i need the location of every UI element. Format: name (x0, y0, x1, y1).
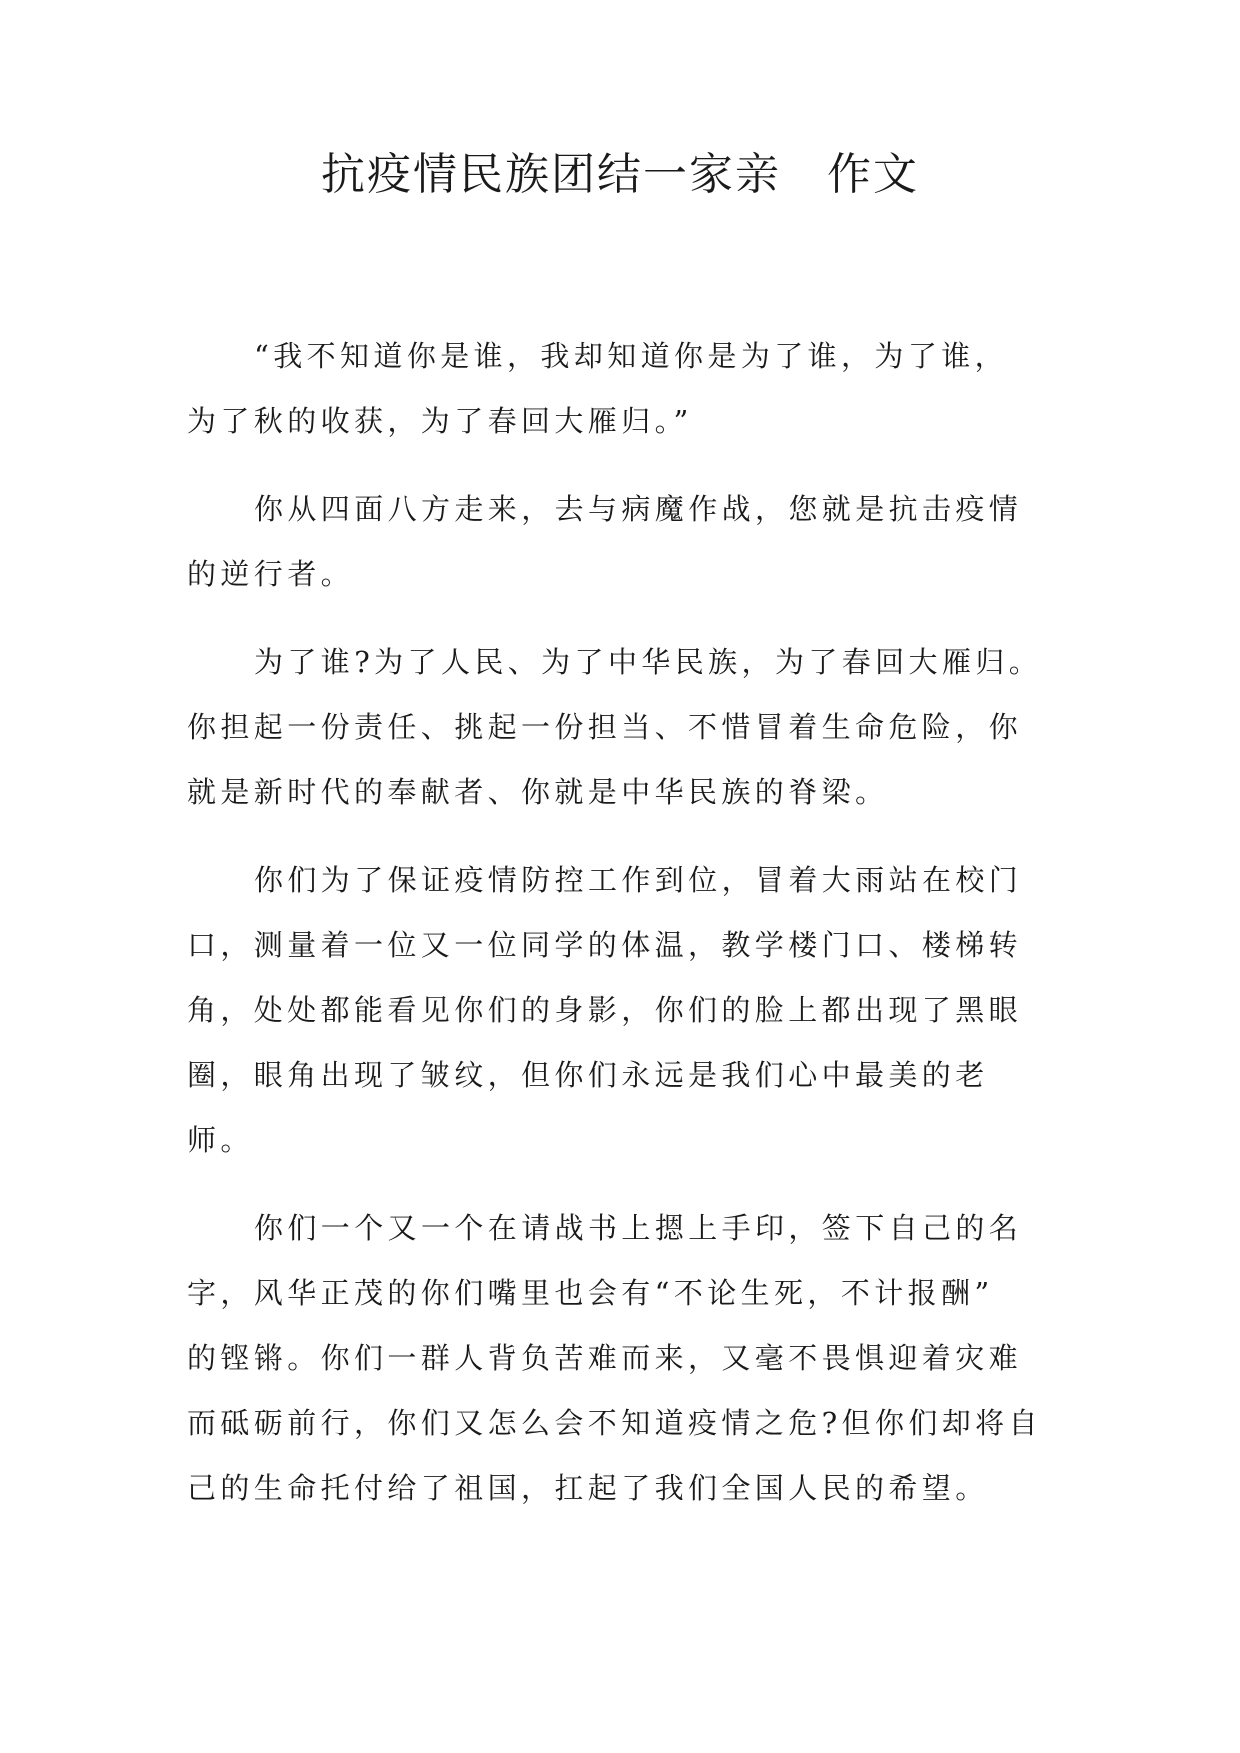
essay-line: “我不知道你是谁，我却知道你是为了谁，为了谁， (254, 339, 1009, 373)
paragraph (187, 324, 1023, 454)
essay-line: 角，处处都能看见你们的身影，你们的脸上都出现了黑眼 (187, 993, 1023, 1027)
paragraph (187, 1196, 1042, 1521)
essay-line: 你们为了保证疫情防控工作到位，冒着大雨站在校门 (254, 863, 1023, 897)
essay-line: 你从四面八方走来，去与病魔作战，您就是抗击疫情 (254, 492, 1023, 526)
paragraph (187, 477, 1023, 607)
essay-line: 就是新时代的奉献者、你就是中华民族的脊梁。 (187, 775, 889, 809)
essay-line: 你们一个又一个在请战书上摁上手印，签下自己的名 (254, 1211, 1023, 1245)
essay-line: 口，测量着一位又一位同学的体温，教学楼门口、楼梯转 (187, 928, 1023, 962)
essay-line: 的铿锵。你们一群人背负苦难而来，又毫不畏惧迎着灾难 (187, 1341, 1023, 1375)
essay-line: 为了秋的收获，为了春回大雁归。” (187, 404, 693, 438)
essay-line: 而砥砺前行，你们又怎么会不知道疫情之危?但你们却将自 (187, 1406, 1042, 1440)
essay-line: 己的生命托付给了祖国，扛起了我们全国人民的希望。 (187, 1471, 989, 1505)
paragraph (187, 630, 1043, 825)
essay-line: 圈，眼角出现了皱纹，但你们永远是我们心中最美的老 (187, 1058, 989, 1092)
essay-body (187, 324, 1043, 1521)
essay-line: 师。 (187, 1123, 254, 1157)
essay-line: 你担起一份责任、挑起一份担当、不惜冒着生命危险，你 (187, 710, 1023, 744)
paragraph (187, 848, 1023, 1173)
essay-line: 字，风华正茂的你们嘴里也会有“不论生死，不计报酬” (187, 1276, 994, 1310)
page-title: 抗疫情民族团结一家亲 作文 (321, 149, 919, 200)
essay-line: 的逆行者。 (187, 557, 355, 591)
essay-line: 为了谁?为了人民、为了中华民族，为了春回大雁归。 (254, 645, 1043, 679)
